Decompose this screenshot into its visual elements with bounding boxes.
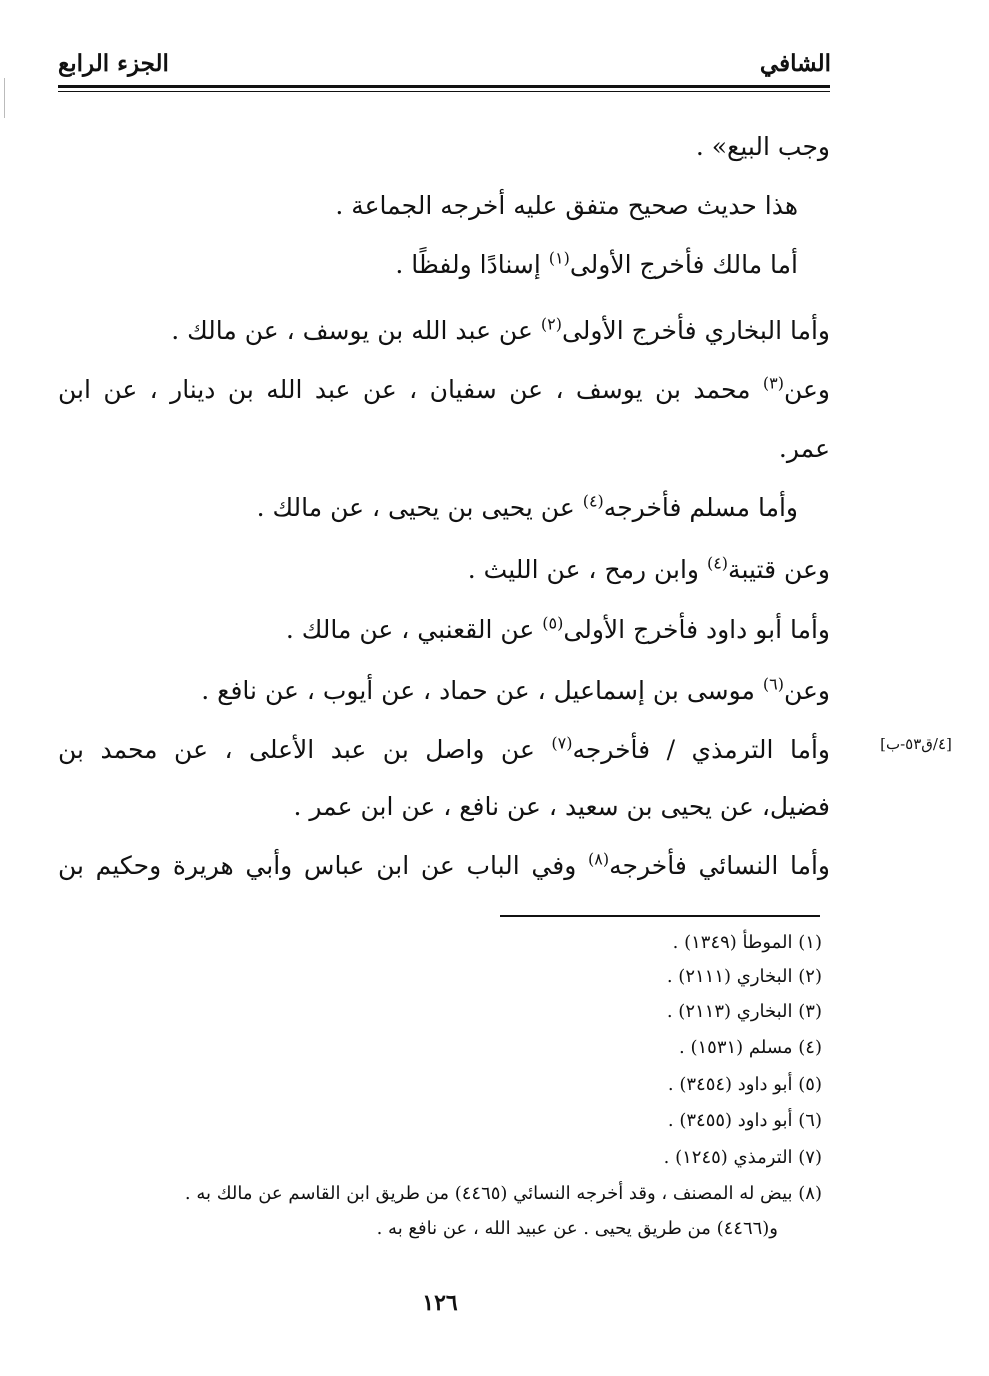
line-text: وعن <box>783 375 830 404</box>
footnote-continuation: و(٤٤٦٦) من طريق يحيى . عن عبيد الله ، عن نافع به . <box>376 1218 778 1239</box>
footnote-reference: (٢) <box>540 314 562 334</box>
line-text: عن عبد الله بن يوسف ، عن مالك . <box>171 316 541 345</box>
line-text: وعن <box>783 676 830 705</box>
footnote: (١) الموطأ (١٣٤٩) . <box>672 932 822 953</box>
footnote-reference: (٨) <box>588 849 610 869</box>
body-line <box>58 373 830 407</box>
footnote-reference: (٣) <box>762 373 784 393</box>
line-text: وجب البيع» . <box>695 132 830 161</box>
body-line <box>58 790 830 824</box>
body-line <box>58 849 830 883</box>
line-text: عن القعنبي ، عن مالك . <box>285 615 543 644</box>
header-rule <box>58 85 830 88</box>
line-text: عمر. <box>778 434 830 463</box>
footnote: (٨) بيض له المصنف ، وقد أخرجه النسائي (٤٤٦٥) من طريق ابن القاسم عن مالك به . <box>184 1183 822 1204</box>
footnote-reference: (٧) <box>551 733 573 753</box>
line-text: وأما مسلم فأخرجه <box>603 493 798 522</box>
body-line <box>58 553 830 587</box>
line-text: عن يحيى بن يحيى ، عن مالك . <box>256 493 583 522</box>
body-line <box>58 189 830 223</box>
body-line <box>58 491 830 525</box>
body-line <box>58 613 830 647</box>
line-text: وعن قتيبة <box>728 555 830 584</box>
footnote-reference: (١) <box>548 248 570 268</box>
line-text: وأما الترمذي / فأخرجه <box>572 735 830 764</box>
line-text: عن واصل بن عبد الأعلى ، عن محمد بن <box>58 735 552 764</box>
body-line <box>58 674 830 708</box>
page-number: ١٢٦ <box>422 1290 458 1316</box>
footnote: (٤) مسلم (١٥٣١) . <box>679 1037 822 1058</box>
line-text: موسى بن إسماعيل ، عن حماد ، عن أيوب ، عن نافع . <box>201 676 763 705</box>
running-header-title: الشافي <box>759 50 831 77</box>
line-text: أما مالك فأخرج الأولى <box>569 250 798 279</box>
manuscript-folio-marker: [٤/ق٥٣-ب] <box>880 735 952 753</box>
body-line <box>58 130 830 164</box>
line-text: وابن رمح ، عن الليث . <box>467 555 707 584</box>
line-text: وفي الباب عن ابن عباس وأبي هريرة وحكيم بن <box>58 851 588 880</box>
body-line <box>58 432 830 466</box>
footnote: (٣) البخاري (٢١١٣) . <box>666 1001 822 1022</box>
footnote-reference: (٤) <box>582 491 604 511</box>
line-text: وأما النسائي فأخرجه <box>609 851 831 880</box>
footnote: (٧) الترمذي (١٢٤٥) . <box>663 1147 822 1168</box>
line-text: وأما البخاري فأخرج الأولى <box>561 316 830 345</box>
footnote: (٢) البخاري (٢١١١) . <box>666 966 822 987</box>
line-text: فضيل، عن يحيى بن سعيد ، عن نافع ، عن ابن عمر . <box>293 792 830 821</box>
running-header-volume: الجزء الرابع <box>58 50 169 77</box>
header-rule-thin <box>58 91 830 92</box>
footnote: (٦) أبو داود (٣٤٥٥) . <box>667 1110 822 1131</box>
line-text: إسنادًا ولفظًا . <box>395 250 549 279</box>
line-text: وأما أبو داود فأخرج الأولى <box>563 615 830 644</box>
footnote: (٥) أبو داود (٣٤٥٤) . <box>667 1074 822 1095</box>
line-text: هذا حديث صحيح متفق عليه أخرجه الجماعة . <box>335 191 798 220</box>
body-line <box>58 733 830 767</box>
footnote-separator <box>500 915 820 917</box>
scan-edge-line <box>4 78 5 118</box>
footnote-reference: (٥) <box>542 613 564 633</box>
footnote-reference: (٦) <box>762 674 784 694</box>
line-text: محمد بن يوسف ، عن سفيان ، عن عبد الله بن دينار ، عن ابن <box>58 375 763 404</box>
body-line <box>58 248 830 282</box>
footnote-reference: (٤) <box>706 553 729 573</box>
body-line <box>58 314 830 348</box>
